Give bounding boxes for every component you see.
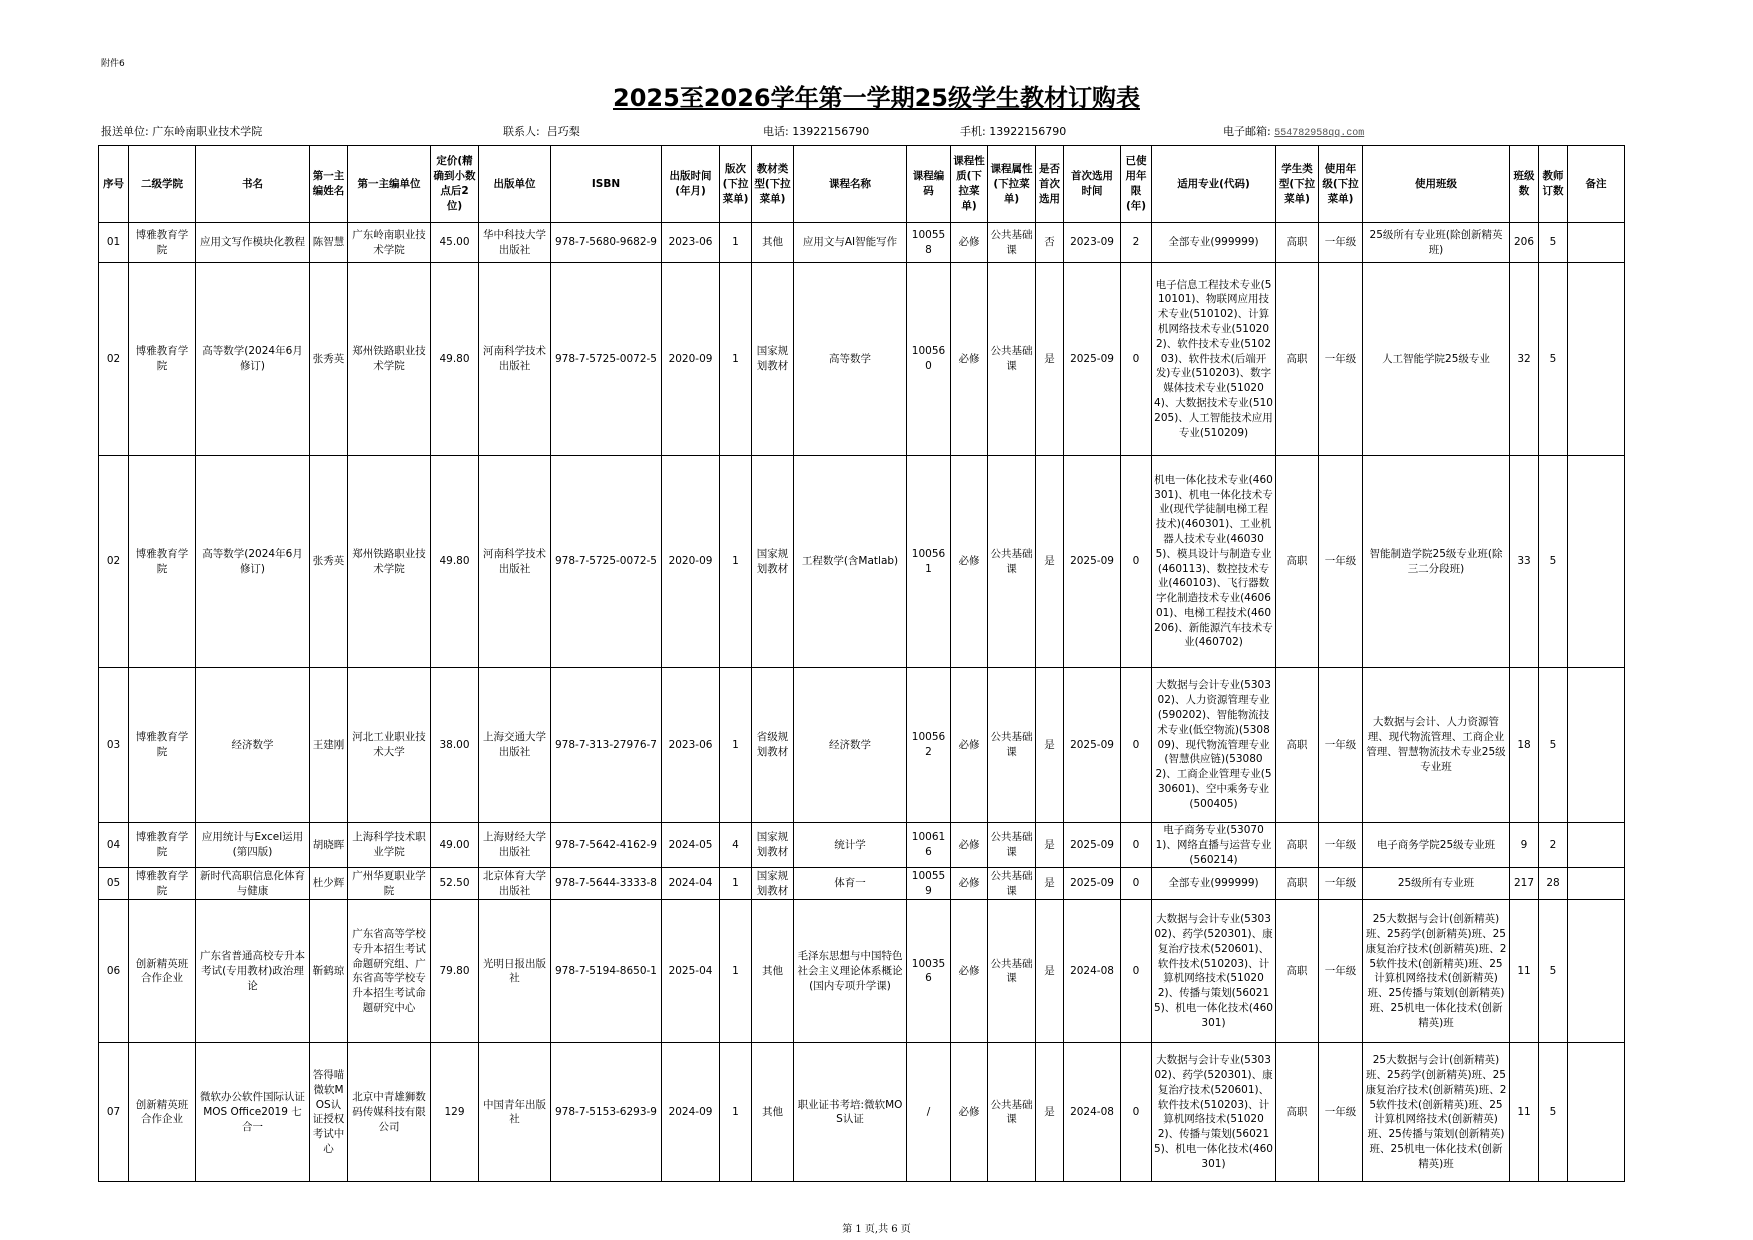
table-cell: 广东岭南职业技术学院 — [348, 223, 431, 263]
table-cell: 河北工业职业技术大学 — [348, 668, 431, 823]
table-cell: 公共基础课 — [988, 223, 1036, 263]
column-header: 学生类型(下拉菜单) — [1276, 146, 1319, 223]
table-cell: 大数据与会计专业(530302)、药学(520301)、康复治疗技术(520601)、软件技术(510203)、计算机网络技术(510202)、传播与策划(560215)、机电一体化技术(460301) — [1152, 1043, 1276, 1182]
table-cell: 49.80 — [431, 456, 479, 668]
column-header: 版次(下拉菜单) — [720, 146, 752, 223]
column-header: 首次选用时间 — [1064, 146, 1121, 223]
table-cell: 机电一体化技术专业(460301)、机电一体化技术专业(现代学徒制电梯工程技术)(460301)、工业机器人技术专业(460305)、模具设计与制造专业(460113)、数控技术专业(460103)、飞行器数字化制造技术专业(460601)、电梯工程技术(460206)、新能源汽车技术专业(460702) — [1152, 456, 1276, 668]
table-cell: 2024-09 — [662, 1043, 720, 1182]
column-header: 使用班级 — [1363, 146, 1510, 223]
column-header: 课程名称 — [794, 146, 907, 223]
table-cell: 一年级 — [1319, 223, 1363, 263]
table-cell: 25大数据与会计(创新精英)班、25药学(创新精英)班、25康复治疗技术(创新精英)班、25软件技术(创新精英)班、25计算机网络技术(创新精英)班、25传播与策划(创新精英)班、25机电一体化技术(创新精英)班 — [1363, 1043, 1510, 1182]
table-cell: 一年级 — [1319, 900, 1363, 1043]
table-cell: 2025-09 — [1064, 263, 1121, 456]
table-cell: 大数据与会计专业(530302)、人力资源管理专业(590202)、智能物流技术专业(低空物流)(530809)、现代物流管理专业(智慧供应链)(530802)、工商企业管理专业(530601)、空中乘务专业(500405) — [1152, 668, 1276, 823]
table-cell: 1 — [720, 263, 752, 456]
table-cell: 微软办公软件国际认证MOS Office2019 七合一 — [196, 1043, 310, 1182]
table-cell: 2024-08 — [1064, 900, 1121, 1043]
table-cell: 高职 — [1276, 823, 1319, 868]
table-cell: 博雅教育学院 — [129, 868, 196, 900]
table-cell: 978-7-313-27976-7 — [551, 668, 662, 823]
table-cell: 100562 — [907, 668, 951, 823]
table-cell: 79.80 — [431, 900, 479, 1043]
table-cell: 0 — [1121, 263, 1152, 456]
table-cell: 1 — [720, 668, 752, 823]
table-cell: 高职 — [1276, 223, 1319, 263]
table-cell: 是 — [1036, 823, 1064, 868]
table-cell: 必修 — [951, 223, 988, 263]
table-cell: 02 — [99, 263, 129, 456]
column-header: 备注 — [1568, 146, 1625, 223]
page-title: 2025至2026学年第一学期25级学生教材订购表 — [613, 84, 1140, 112]
table-cell: 0 — [1121, 868, 1152, 900]
table-cell: 高职 — [1276, 668, 1319, 823]
table-cell: 博雅教育学院 — [129, 668, 196, 823]
table-cell: 2025-09 — [1064, 868, 1121, 900]
table-cell — [1568, 1043, 1625, 1182]
column-header: 出版单位 — [479, 146, 551, 223]
table-cell: 电子信息工程技术专业(510101)、物联网应用技术专业(510102)、计算机网络技术专业(510202)、软件技术专业(510203)、软件技术(后端开发)专业(510203)、数字媒体技术专业(510204)、大数据技术专业(510205)、人工智能技术应用专业(510209) — [1152, 263, 1276, 456]
mobile: 手机: 13922156790 — [960, 125, 1067, 138]
table-cell: 答得喵微软MOS认证授权考试中心 — [310, 1043, 348, 1182]
table-cell: 国家规划教材 — [752, 868, 794, 900]
table-cell: 100616 — [907, 823, 951, 868]
table-cell: 人工智能学院25级专业 — [1363, 263, 1510, 456]
table-cell: 1 — [720, 868, 752, 900]
table-cell: 217 — [1510, 868, 1539, 900]
table-cell: 大数据与会计、人力资源管理、现代物流管理、工商企业管理、智慧物流技术专业25级专业班 — [1363, 668, 1510, 823]
table-cell — [1568, 223, 1625, 263]
table-cell: 靳鹤琼 — [310, 900, 348, 1043]
table-row — [99, 263, 1625, 456]
table-cell: 博雅教育学院 — [129, 823, 196, 868]
table-cell: 杜少辉 — [310, 868, 348, 900]
column-header: 出版时间(年月) — [662, 146, 720, 223]
table-cell: 博雅教育学院 — [129, 456, 196, 668]
table-cell: 是 — [1036, 900, 1064, 1043]
table-cell: 必修 — [951, 456, 988, 668]
table-cell: 省级规划教材 — [752, 668, 794, 823]
table-cell: 北京体育大学出版社 — [479, 868, 551, 900]
table-cell: 100559 — [907, 868, 951, 900]
column-header: 课程编码 — [907, 146, 951, 223]
attachment-label: 附件6 — [101, 59, 125, 69]
table-cell: 一年级 — [1319, 823, 1363, 868]
table-cell: 其他 — [752, 1043, 794, 1182]
table-cell: 是 — [1036, 868, 1064, 900]
table-cell: 国家规划教材 — [752, 456, 794, 668]
table-cell: 2025-09 — [1064, 668, 1121, 823]
table-cell: 978-7-5153-6293-9 — [551, 1043, 662, 1182]
table-cell: 公共基础课 — [988, 900, 1036, 1043]
column-header: ISBN — [551, 146, 662, 223]
table-cell: 一年级 — [1319, 868, 1363, 900]
table-cell: 07 — [99, 1043, 129, 1182]
table-cell: 高等数学(2024年6月修订) — [196, 263, 310, 456]
table-cell: 必修 — [951, 1043, 988, 1182]
column-header: 二级学院 — [129, 146, 196, 223]
column-header: 教材类型(下拉菜单) — [752, 146, 794, 223]
table-cell: 公共基础课 — [988, 1043, 1036, 1182]
table-row — [99, 456, 1625, 668]
table-cell: 是 — [1036, 668, 1064, 823]
table-row — [99, 668, 1625, 823]
table-cell: 2023-06 — [662, 223, 720, 263]
table-row — [99, 223, 1625, 263]
table-cell: 100560 — [907, 263, 951, 456]
table-cell: 光明日报出版社 — [479, 900, 551, 1043]
table-cell: 上海科学技术职业学院 — [348, 823, 431, 868]
table-cell: 经济数学 — [196, 668, 310, 823]
table-cell: 其他 — [752, 900, 794, 1043]
table-cell: 智能制造学院25级专业班(除三二分段班) — [1363, 456, 1510, 668]
table-header-row — [99, 146, 1625, 223]
table-cell: 38.00 — [431, 668, 479, 823]
table-cell: 一年级 — [1319, 456, 1363, 668]
table-cell: 郑州铁路职业技术学院 — [348, 456, 431, 668]
table-cell: 必修 — [951, 823, 988, 868]
table-cell: 是 — [1036, 456, 1064, 668]
column-header: 定价(精确到小数点后2位) — [431, 146, 479, 223]
table-cell: 大数据与会计专业(530302)、药学(520301)、康复治疗技术(520601)、软件技术(510203)、计算机网络技术(510202)、传播与策划(560215)、机电一体化技术(460301) — [1152, 900, 1276, 1043]
table-cell: 33 — [1510, 456, 1539, 668]
column-header: 书名 — [196, 146, 310, 223]
table-cell: 2025-04 — [662, 900, 720, 1043]
table-cell: 郑州铁路职业技术学院 — [348, 263, 431, 456]
table-cell: 206 — [1510, 223, 1539, 263]
table-cell: 28 — [1539, 868, 1568, 900]
table-cell: 博雅教育学院 — [129, 263, 196, 456]
table-cell: 0 — [1121, 1043, 1152, 1182]
table-cell — [1568, 900, 1625, 1043]
table-cell: 职业证书考培:微软MOS认证 — [794, 1043, 907, 1182]
table-cell: 张秀英 — [310, 456, 348, 668]
table-row — [99, 900, 1625, 1043]
table-cell: 应用统计与Excel运用(第四版) — [196, 823, 310, 868]
phone: 电话: 13922156790 — [763, 125, 870, 138]
table-cell: 体育一 — [794, 868, 907, 900]
table-cell: 1 — [720, 223, 752, 263]
table-cell: 高职 — [1276, 1043, 1319, 1182]
table-cell: 其他 — [752, 223, 794, 263]
table-cell: 02 — [99, 456, 129, 668]
table-cell: 否 — [1036, 223, 1064, 263]
table-cell — [1568, 823, 1625, 868]
table-cell: 2025-09 — [1064, 456, 1121, 668]
table-cell: 是 — [1036, 263, 1064, 456]
table-cell: 978-7-5680-9682-9 — [551, 223, 662, 263]
table-cell: 公共基础课 — [988, 868, 1036, 900]
table-cell: 2025-09 — [1064, 823, 1121, 868]
table-cell: 新时代高职信息化体育与健康 — [196, 868, 310, 900]
table-cell: 电子商务学院25级专业班 — [1363, 823, 1510, 868]
table-cell: 2024-05 — [662, 823, 720, 868]
column-header: 已使用年限(年) — [1121, 146, 1152, 223]
table-cell: 上海财经大学出版社 — [479, 823, 551, 868]
table-cell: 11 — [1510, 1043, 1539, 1182]
table-cell: 04 — [99, 823, 129, 868]
table-cell: 2020-09 — [662, 263, 720, 456]
table-cell: 1 — [720, 900, 752, 1043]
table-cell: 王建刚 — [310, 668, 348, 823]
table-cell: 博雅教育学院 — [129, 223, 196, 263]
table-cell: 5 — [1539, 900, 1568, 1043]
table-cell: 张秀英 — [310, 263, 348, 456]
table-cell: 全部专业(999999) — [1152, 868, 1276, 900]
table-row — [99, 868, 1625, 900]
table-cell: 统计学 — [794, 823, 907, 868]
table-cell: 应用文与AI智能写作 — [794, 223, 907, 263]
table-cell: 创新精英班合作企业 — [129, 900, 196, 1043]
table-cell: 2024-08 — [1064, 1043, 1121, 1182]
table-cell: 必修 — [951, 868, 988, 900]
table-cell: 5 — [1539, 668, 1568, 823]
table-cell: 是 — [1036, 1043, 1064, 1182]
column-header: 班级数 — [1510, 146, 1539, 223]
table-cell: 广州华夏职业学院 — [348, 868, 431, 900]
table-cell: 国家规划教材 — [752, 263, 794, 456]
table-cell — [1568, 668, 1625, 823]
table-cell: 0 — [1121, 900, 1152, 1043]
table-cell: 广东省普通高校专升本考试(专用教材)政治理论 — [196, 900, 310, 1043]
textbook-order-table — [98, 145, 1625, 1182]
table-cell: 2 — [1121, 223, 1152, 263]
table-cell: 上海交通大学出版社 — [479, 668, 551, 823]
table-cell: 2024-04 — [662, 868, 720, 900]
table-cell: 0 — [1121, 456, 1152, 668]
table-cell: 978-7-5644-3333-8 — [551, 868, 662, 900]
column-header: 是否首次选用 — [1036, 146, 1064, 223]
column-header: 课程性质(下拉菜单) — [951, 146, 988, 223]
table-cell: 49.80 — [431, 263, 479, 456]
table-cell — [1568, 263, 1625, 456]
table-cell: 高等数学 — [794, 263, 907, 456]
table-cell: 5 — [1539, 223, 1568, 263]
table-cell: 必修 — [951, 900, 988, 1043]
table-cell: 25大数据与会计(创新精英)班、25药学(创新精英)班、25康复治疗技术(创新精英)班、25软件技术(创新精英)班、25计算机网络技术(创新精英)班、25传播与策划(创新精英)班、25机电一体化技术(创新精英)班 — [1363, 900, 1510, 1043]
table-cell: 11 — [1510, 900, 1539, 1043]
column-header: 教师订数 — [1539, 146, 1568, 223]
table-cell: 广东省高等学校专升本招生考试命题研究组、广东省高等学校专升本招生考试命题研究中心 — [348, 900, 431, 1043]
page-footer: 第 1 页,共 6 页 — [842, 1224, 911, 1235]
table-cell: 2 — [1539, 823, 1568, 868]
column-header: 使用年级(下拉菜单) — [1319, 146, 1363, 223]
table-cell: 100561 — [907, 456, 951, 668]
table-cell: 高职 — [1276, 868, 1319, 900]
table-cell: 应用文写作模块化教程 — [196, 223, 310, 263]
table-row — [99, 823, 1625, 868]
table-cell: 52.50 — [431, 868, 479, 900]
table-cell: 5 — [1539, 1043, 1568, 1182]
table-cell: 华中科技大学出版社 — [479, 223, 551, 263]
table-cell: 国家规划教材 — [752, 823, 794, 868]
column-header: 适用专业(代码) — [1152, 146, 1276, 223]
table-cell: 全部专业(999999) — [1152, 223, 1276, 263]
contact-person: 联系人: 吕巧梨 — [503, 125, 580, 138]
table-cell: 必修 — [951, 263, 988, 456]
table-cell: 1 — [720, 1043, 752, 1182]
table-cell: 高职 — [1276, 263, 1319, 456]
table-cell: 创新精英班合作企业 — [129, 1043, 196, 1182]
table-cell: 毛泽东思想与中国特色社会主义理论体系概论(国内专项升学课) — [794, 900, 907, 1043]
reporting-unit: 报送单位: 广东岭南职业技术学院 — [101, 125, 263, 138]
table-cell: 25级所有专业班 — [1363, 868, 1510, 900]
table-cell: 工程数学(含Matlab) — [794, 456, 907, 668]
table-cell: 一年级 — [1319, 668, 1363, 823]
table-cell: 经济数学 — [794, 668, 907, 823]
table-cell: / — [907, 1043, 951, 1182]
table-cell: 100558 — [907, 223, 951, 263]
table-cell: 01 — [99, 223, 129, 263]
table-cell: 中国青年出版社 — [479, 1043, 551, 1182]
column-header: 第一主编姓名 — [310, 146, 348, 223]
table-cell: 2023-09 — [1064, 223, 1121, 263]
table-cell: 一年级 — [1319, 1043, 1363, 1182]
email: 电子邮箱: 554782958qq.com — [1223, 125, 1365, 139]
table-cell: 胡晓晖 — [310, 823, 348, 868]
table-cell: 电子商务专业(530701)、网络直播与运营专业(560214) — [1152, 823, 1276, 868]
table-cell: 0 — [1121, 823, 1152, 868]
table-cell — [1568, 456, 1625, 668]
table-cell: 978-7-5725-0072-5 — [551, 263, 662, 456]
table-cell: 北京中青雄狮数码传媒科技有限公司 — [348, 1043, 431, 1182]
table-cell: 5 — [1539, 263, 1568, 456]
table-cell: 河南科学技术出版社 — [479, 456, 551, 668]
table-cell: 一年级 — [1319, 263, 1363, 456]
table-cell: 32 — [1510, 263, 1539, 456]
table-cell: 100356 — [907, 900, 951, 1043]
table-cell: 45.00 — [431, 223, 479, 263]
table-cell: 必修 — [951, 668, 988, 823]
column-header: 序号 — [99, 146, 129, 223]
table-cell: 978-7-5642-4162-9 — [551, 823, 662, 868]
table-cell: 2023-06 — [662, 668, 720, 823]
table-cell: 978-7-5725-0072-5 — [551, 456, 662, 668]
table-cell: 0 — [1121, 668, 1152, 823]
table-cell: 公共基础课 — [988, 263, 1036, 456]
table-cell: 5 — [1539, 456, 1568, 668]
table-cell: 129 — [431, 1043, 479, 1182]
table-cell: 公共基础课 — [988, 823, 1036, 868]
table-row — [99, 1043, 1625, 1182]
table-cell: 高等数学(2024年6月修订) — [196, 456, 310, 668]
table-cell: 高职 — [1276, 456, 1319, 668]
table-cell: 18 — [1510, 668, 1539, 823]
table-cell: 1 — [720, 456, 752, 668]
table-cell: 公共基础课 — [988, 668, 1036, 823]
table-cell: 河南科学技术出版社 — [479, 263, 551, 456]
column-header: 课程属性(下拉菜单) — [988, 146, 1036, 223]
table-cell: 2020-09 — [662, 456, 720, 668]
table-cell: 05 — [99, 868, 129, 900]
column-header: 第一主编单位 — [348, 146, 431, 223]
table-cell: 陈智慧 — [310, 223, 348, 263]
table-cell: 03 — [99, 668, 129, 823]
table-cell: 25级所有专业班(除创新精英班) — [1363, 223, 1510, 263]
table-cell — [1568, 868, 1625, 900]
table-cell: 978-7-5194-8650-1 — [551, 900, 662, 1043]
table-cell: 9 — [1510, 823, 1539, 868]
table-cell: 06 — [99, 900, 129, 1043]
table-cell: 4 — [720, 823, 752, 868]
table-cell: 公共基础课 — [988, 456, 1036, 668]
table-cell: 高职 — [1276, 900, 1319, 1043]
table-cell: 49.00 — [431, 823, 479, 868]
